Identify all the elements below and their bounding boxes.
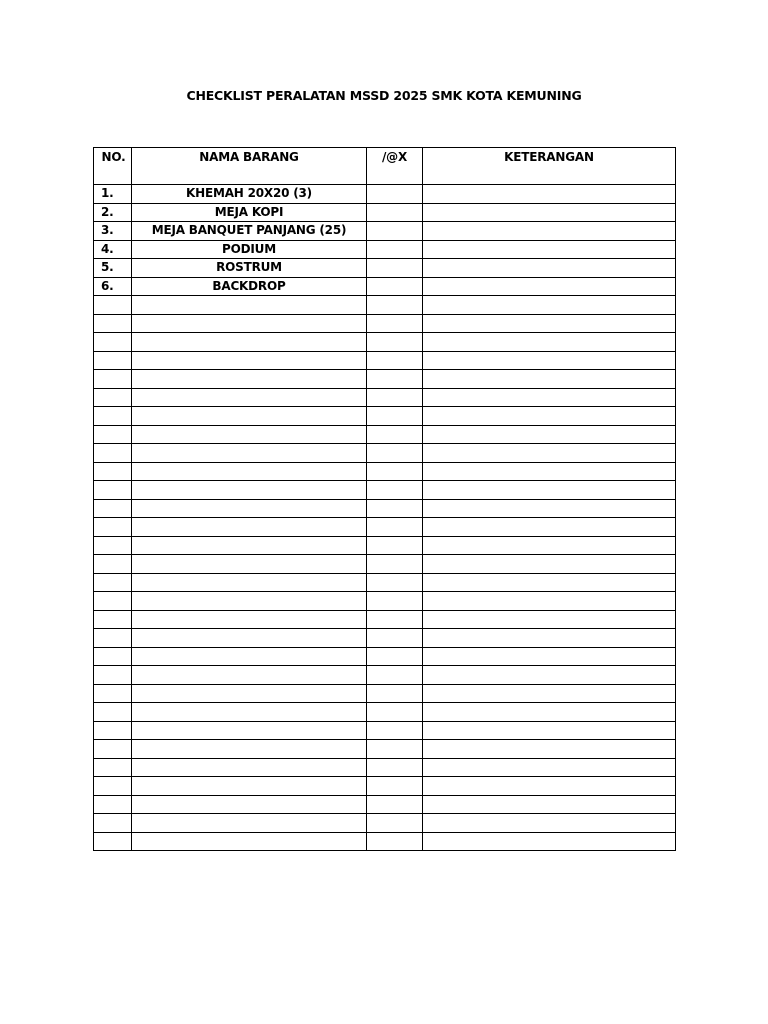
cell-mark: [367, 666, 423, 685]
table-row: [94, 499, 676, 518]
cell-no: [94, 462, 132, 481]
cell-no: 4.: [94, 240, 132, 259]
cell-mark: [367, 518, 423, 537]
cell-no: [94, 518, 132, 537]
table-row: [94, 407, 676, 426]
cell-no: [94, 721, 132, 740]
cell-mark: [367, 795, 423, 814]
cell-no: [94, 758, 132, 777]
cell-keterangan: [423, 481, 676, 500]
cell-mark: [367, 777, 423, 796]
cell-keterangan: [423, 703, 676, 722]
cell-keterangan: [423, 222, 676, 241]
table-row: [94, 629, 676, 648]
cell-mark: [367, 832, 423, 851]
table-row: [94, 536, 676, 555]
cell-no: [94, 703, 132, 722]
cell-no: [94, 832, 132, 851]
cell-nama-barang: [132, 573, 367, 592]
cell-mark: [367, 333, 423, 352]
cell-mark: [367, 499, 423, 518]
cell-nama-barang: [132, 333, 367, 352]
cell-keterangan: [423, 592, 676, 611]
cell-mark: [367, 407, 423, 426]
cell-mark: [367, 536, 423, 555]
cell-nama-barang: [132, 703, 367, 722]
cell-mark: [367, 481, 423, 500]
cell-no: [94, 647, 132, 666]
cell-mark: [367, 259, 423, 278]
cell-nama-barang: [132, 610, 367, 629]
cell-mark: [367, 425, 423, 444]
cell-nama-barang: KHEMAH 20X20 (3): [132, 185, 367, 204]
cell-keterangan: [423, 351, 676, 370]
cell-keterangan: [423, 185, 676, 204]
table-row: [94, 740, 676, 759]
cell-keterangan: [423, 684, 676, 703]
table-row: [94, 185, 676, 204]
cell-mark: [367, 314, 423, 333]
table-row: [94, 388, 676, 407]
cell-nama-barang: [132, 555, 367, 574]
cell-no: [94, 536, 132, 555]
cell-mark: [367, 462, 423, 481]
table-row: [94, 573, 676, 592]
cell-mark: [367, 203, 423, 222]
cell-keterangan: [423, 370, 676, 389]
cell-nama-barang: [132, 425, 367, 444]
table-row: [94, 296, 676, 315]
cell-no: [94, 314, 132, 333]
cell-nama-barang: [132, 499, 367, 518]
column-header-nama-barang: NAMA BARANG: [132, 148, 367, 185]
cell-mark: [367, 814, 423, 833]
cell-keterangan: [423, 518, 676, 537]
cell-keterangan: [423, 647, 676, 666]
cell-no: [94, 351, 132, 370]
table-row: [94, 610, 676, 629]
cell-keterangan: [423, 259, 676, 278]
cell-no: [94, 499, 132, 518]
cell-mark: [367, 721, 423, 740]
cell-keterangan: [423, 425, 676, 444]
table-row: [94, 777, 676, 796]
table-row: [94, 259, 676, 278]
page-title: CHECKLIST PERALATAN MSSD 2025 SMK KOTA KEMUNING: [186, 88, 582, 103]
cell-nama-barang: [132, 721, 367, 740]
table-row: [94, 444, 676, 463]
cell-no: [94, 795, 132, 814]
cell-mark: [367, 351, 423, 370]
table-row: [94, 240, 676, 259]
cell-nama-barang: [132, 536, 367, 555]
cell-nama-barang: [132, 777, 367, 796]
cell-keterangan: [423, 240, 676, 259]
cell-keterangan: [423, 795, 676, 814]
cell-keterangan: [423, 499, 676, 518]
cell-mark: [367, 222, 423, 241]
cell-mark: [367, 296, 423, 315]
cell-mark: [367, 444, 423, 463]
column-header-keterangan: KETERANGAN: [423, 148, 676, 185]
cell-mark: [367, 647, 423, 666]
cell-nama-barang: [132, 388, 367, 407]
cell-keterangan: [423, 388, 676, 407]
cell-no: 5.: [94, 259, 132, 278]
cell-nama-barang: [132, 370, 367, 389]
cell-nama-barang: MEJA BANQUET PANJANG (25): [132, 222, 367, 241]
cell-keterangan: [423, 314, 676, 333]
cell-keterangan: [423, 296, 676, 315]
cell-no: [94, 592, 132, 611]
cell-mark: [367, 592, 423, 611]
cell-keterangan: [423, 666, 676, 685]
cell-mark: [367, 684, 423, 703]
table-row: [94, 351, 676, 370]
cell-nama-barang: [132, 296, 367, 315]
cell-no: [94, 444, 132, 463]
cell-keterangan: [423, 814, 676, 833]
cell-mark: [367, 240, 423, 259]
cell-nama-barang: [132, 518, 367, 537]
cell-nama-barang: [132, 814, 367, 833]
cell-no: [94, 610, 132, 629]
table-row: [94, 333, 676, 352]
table-row: [94, 684, 676, 703]
cell-mark: [367, 388, 423, 407]
cell-nama-barang: [132, 444, 367, 463]
table-row: [94, 703, 676, 722]
cell-keterangan: [423, 462, 676, 481]
cell-no: [94, 740, 132, 759]
table-row: [94, 721, 676, 740]
cell-no: [94, 407, 132, 426]
cell-no: [94, 629, 132, 648]
cell-no: 1.: [94, 185, 132, 204]
cell-nama-barang: [132, 407, 367, 426]
cell-mark: [367, 555, 423, 574]
table-row: [94, 370, 676, 389]
cell-no: [94, 370, 132, 389]
table-row: [94, 666, 676, 685]
cell-mark: [367, 740, 423, 759]
cell-mark: [367, 370, 423, 389]
cell-no: 3.: [94, 222, 132, 241]
cell-mark: [367, 629, 423, 648]
cell-no: [94, 481, 132, 500]
cell-nama-barang: BACKDROP: [132, 277, 367, 296]
table-row: [94, 222, 676, 241]
cell-nama-barang: [132, 740, 367, 759]
cell-keterangan: [423, 407, 676, 426]
cell-keterangan: [423, 277, 676, 296]
cell-nama-barang: [132, 629, 367, 648]
cell-keterangan: [423, 333, 676, 352]
table-header-row: [94, 148, 676, 185]
cell-nama-barang: ROSTRUM: [132, 259, 367, 278]
cell-nama-barang: [132, 351, 367, 370]
table-row: [94, 758, 676, 777]
cell-nama-barang: [132, 462, 367, 481]
cell-nama-barang: [132, 481, 367, 500]
cell-keterangan: [423, 610, 676, 629]
cell-no: [94, 333, 132, 352]
cell-mark: [367, 703, 423, 722]
table-row: [94, 314, 676, 333]
table-row: [94, 518, 676, 537]
cell-no: [94, 425, 132, 444]
cell-keterangan: [423, 536, 676, 555]
cell-keterangan: [423, 203, 676, 222]
checklist-table: [93, 147, 676, 851]
table-row: [94, 592, 676, 611]
cell-no: [94, 296, 132, 315]
cell-no: [94, 555, 132, 574]
cell-nama-barang: PODIUM: [132, 240, 367, 259]
cell-mark: [367, 573, 423, 592]
cell-nama-barang: [132, 684, 367, 703]
cell-mark: [367, 185, 423, 204]
cell-keterangan: [423, 629, 676, 648]
cell-no: [94, 573, 132, 592]
cell-no: [94, 388, 132, 407]
table-row: [94, 277, 676, 296]
cell-mark: [367, 610, 423, 629]
cell-keterangan: [423, 758, 676, 777]
cell-no: 2.: [94, 203, 132, 222]
cell-no: [94, 814, 132, 833]
table-row: [94, 555, 676, 574]
table-row: [94, 462, 676, 481]
table-row: [94, 814, 676, 833]
cell-no: [94, 777, 132, 796]
cell-mark: [367, 758, 423, 777]
cell-keterangan: [423, 444, 676, 463]
cell-nama-barang: [132, 758, 367, 777]
cell-keterangan: [423, 832, 676, 851]
table-body: [94, 185, 676, 851]
table-row: [94, 481, 676, 500]
table-row: [94, 647, 676, 666]
cell-nama-barang: [132, 647, 367, 666]
table-row: [94, 425, 676, 444]
table-row: [94, 203, 676, 222]
cell-nama-barang: [132, 592, 367, 611]
cell-keterangan: [423, 555, 676, 574]
cell-keterangan: [423, 721, 676, 740]
cell-no: [94, 666, 132, 685]
table-row: [94, 832, 676, 851]
cell-keterangan: [423, 777, 676, 796]
cell-mark: [367, 277, 423, 296]
cell-no: 6.: [94, 277, 132, 296]
cell-keterangan: [423, 740, 676, 759]
column-header-mark: /@X: [367, 148, 423, 185]
column-header-no: NO.: [94, 148, 132, 185]
cell-no: [94, 684, 132, 703]
table-row: [94, 795, 676, 814]
cell-nama-barang: MEJA KOPI: [132, 203, 367, 222]
cell-keterangan: [423, 573, 676, 592]
cell-nama-barang: [132, 795, 367, 814]
cell-nama-barang: [132, 832, 367, 851]
cell-nama-barang: [132, 314, 367, 333]
cell-nama-barang: [132, 666, 367, 685]
